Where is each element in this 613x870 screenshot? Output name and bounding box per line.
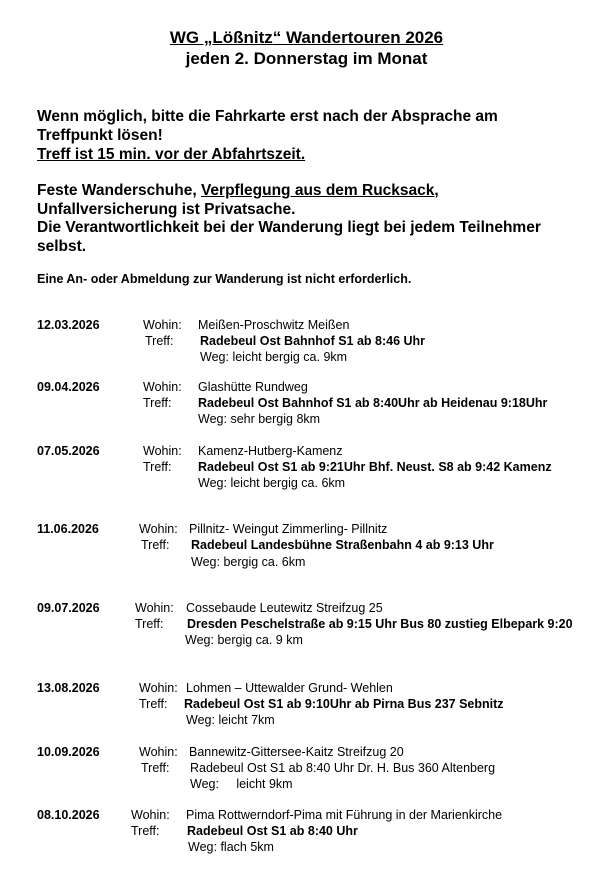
tour-route	[190, 777, 293, 791]
title-suffix: “ Wandertouren 2026	[272, 28, 444, 47]
tour-date: 10.09.2026	[37, 745, 100, 759]
tour-wohin-label: Wohin:	[135, 601, 174, 615]
tour-wohin-label: Wohin:	[131, 808, 170, 822]
tour-wohin-label: Wohin:	[143, 318, 182, 332]
tour-destination: Glashütte Rundweg	[198, 380, 308, 394]
tour-date: 09.04.2026	[37, 380, 100, 394]
tour-treff-label: Treff:	[143, 396, 172, 410]
tour-wohin-label: Wohin:	[143, 380, 182, 394]
tour-route-value: sehr bergig 8km	[230, 412, 321, 426]
tour-meeting-point: Radebeul Ost S1 ab 9:21Uhr Bhf. Neust. S8 ab 9:42 Kamenz	[198, 460, 552, 474]
tour-wohin-label: Wohin:	[139, 745, 178, 759]
tour-date: 08.10.2026	[37, 808, 100, 822]
page-title	[0, 28, 613, 48]
tour-route-value: leicht 7km	[218, 713, 275, 727]
tour-treff-label: Treff:	[135, 617, 164, 631]
tour-destination: Lohmen – Uttewalder Grund- Wehlen	[186, 681, 393, 695]
tour-meeting-point: Radebeul Ost S1 ab 8:40 Uhr Dr. H. Bus 360 Altenberg	[190, 761, 496, 775]
tour-weg-label: Weg:	[200, 350, 229, 364]
tour-destination: Cossebaude Leutewitz Streifzug 25	[186, 601, 383, 615]
info-line-1: Wenn möglich, bitte die Fahrkarte erst nach der Absprache am	[37, 108, 498, 125]
tour-date: 11.06.2026	[37, 522, 99, 536]
tour-route-value: leicht 9km	[236, 777, 293, 791]
tour-route-value: bergig ca. 6km	[223, 555, 306, 569]
tour-route-value: bergig ca. 9 km	[217, 633, 303, 647]
tour-meeting-point: Radebeul Ost Bahnhof S1 ab 8:46 Uhr	[200, 334, 426, 348]
info-line-4	[37, 182, 439, 200]
tour-destination: Meißen-Proschwitz Meißen	[198, 318, 350, 332]
info-line-3: Treff ist 15 min. vor der Abfahrtszeit.	[37, 146, 306, 163]
page-subtitle: jeden 2. Donnerstag im Monat	[185, 49, 428, 68]
tour-wohin-label: Wohin:	[143, 444, 182, 458]
info-line-5: Unfallversicherung ist Privatsache.	[37, 201, 296, 218]
tour-meeting-point: Radebeul Ost S1 ab 8:40 Uhr	[187, 824, 358, 838]
info-line-6: Die Verantwortlichkeit bei der Wanderung liegt bei jedem Teilnehmer	[37, 219, 541, 236]
tour-route-value: flach 5km	[220, 840, 274, 854]
tour-destination: Kamenz-Hutberg-Kamenz	[198, 444, 343, 458]
registration-note: Eine An- oder Abmeldung zur Wanderung ist nicht erforderlich.	[37, 272, 412, 286]
info-line-2: Treffpunkt lösen!	[37, 127, 163, 144]
tour-weg-label: Weg:	[198, 412, 227, 426]
title-prefix: WG „	[169, 28, 213, 47]
tour-treff-label: Treff:	[141, 761, 170, 775]
tour-route-value: leicht bergig ca. 6km	[230, 476, 346, 490]
tour-destination: Pillnitz- Weingut Zimmerling- Pillnitz	[189, 522, 388, 536]
tour-weg-label: Weg:	[186, 713, 215, 727]
tour-destination: Bannewitz-Gittersee-Kaitz Streifzug 20	[189, 745, 404, 759]
tour-wohin-label: Wohin:	[139, 681, 178, 695]
tour-route	[186, 713, 275, 727]
tour-route	[198, 476, 345, 490]
tour-meeting-point: Radebeul Ost Bahnhof S1 ab 8:40Uhr ab Heidenau 9:18Uhr	[198, 396, 548, 410]
tour-route	[198, 412, 320, 426]
info-line-7: selbst.	[37, 238, 87, 255]
tour-route	[188, 840, 274, 854]
tour-meeting-point: Radebeul Ost S1 ab 9:10Uhr ab Pirna Bus 237 Sebnitz	[184, 697, 504, 711]
tour-weg-label: Weg:	[198, 476, 227, 490]
tour-meeting-point: Dresden Peschelstraße ab 9:15 Uhr Bus 80 zustieg Elbepark 9:20	[187, 617, 573, 631]
info-line-4-pre: Feste Wanderschuhe,	[37, 182, 201, 199]
tour-route	[191, 555, 305, 569]
info-line-4-underlined: Verpflegung aus dem Rucksack	[200, 182, 435, 199]
tour-meeting-point: Radebeul Landesbühne Straßenbahn 4 ab 9:13 Uhr	[191, 538, 494, 552]
title-group-name: Lößnitz	[212, 28, 273, 47]
tour-treff-label: Treff:	[143, 460, 172, 474]
tour-weg-label: Weg:	[190, 777, 219, 791]
tour-treff-label: Treff:	[139, 697, 168, 711]
tour-wohin-label: Wohin:	[139, 522, 178, 536]
tour-route	[200, 350, 347, 364]
tour-treff-label: Treff:	[131, 824, 160, 838]
tour-route-value: leicht bergig ca. 9km	[232, 350, 348, 364]
tour-route	[185, 633, 303, 647]
info-line-4-post: ,	[434, 182, 439, 199]
tour-date: 07.05.2026	[37, 444, 100, 458]
tour-date: 12.03.2026	[37, 318, 100, 332]
tour-date: 09.07.2026	[37, 601, 100, 615]
tour-weg-label: Weg:	[185, 633, 214, 647]
tour-date: 13.08.2026	[37, 681, 100, 695]
tour-treff-label: Treff:	[145, 334, 174, 348]
tour-destination: Pima Rottwerndorf-Pima mit Führung in der Marienkirche	[186, 808, 503, 822]
tour-weg-label: Weg:	[188, 840, 217, 854]
tour-treff-label: Treff:	[141, 538, 170, 552]
tour-weg-label: Weg:	[191, 555, 220, 569]
